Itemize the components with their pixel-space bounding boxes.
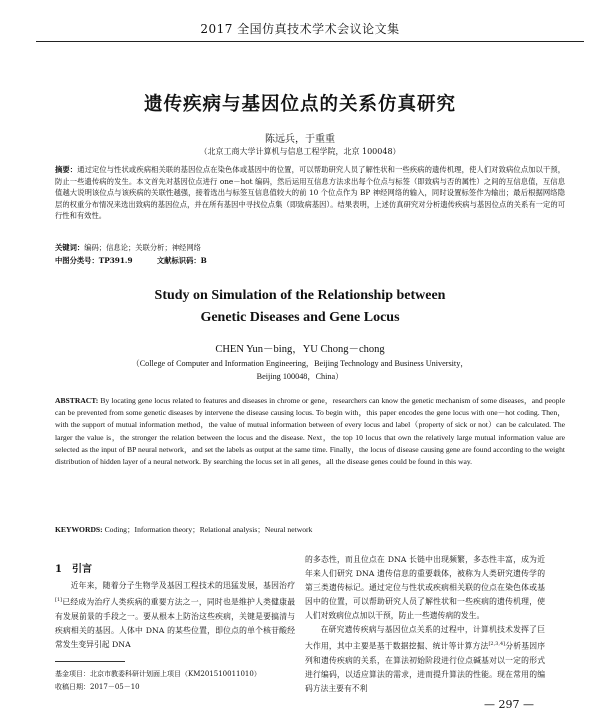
left-para-a: 近年来，随着分子生物学及基因工程技术的迅猛发展，基因治疗	[70, 581, 295, 590]
footnote-received: 收稿日期：2017－05－10	[55, 683, 140, 691]
cn-abstract	[55, 164, 565, 222]
en-affiliation	[0, 358, 600, 383]
clc-value: TP391.9	[98, 256, 133, 265]
left-para-b: 已经成为治疗人类疾病的重要方法之一，同时也是维护人类健康最有发展前景的手段之一。要从根本上防治这些疾病，关键是要搞清与疾病相关的基因。人体中 DNA 的某些位置，即位点的单个核苷酸经常发生变异引起 DNA	[55, 597, 295, 649]
cn-keywords-label: 关键词：	[55, 243, 85, 252]
citation: [2,3,4]	[488, 641, 506, 647]
body-paragraph	[55, 579, 295, 652]
cn-title: 遗传疾病与基因位点的关系仿真研究	[143, 94, 456, 115]
en-title-line2: Genetic Diseases and Gene Locus	[200, 310, 400, 325]
cn-keywords	[55, 243, 201, 253]
running-head: 2017 全国仿真技术学术会议论文集	[200, 22, 400, 36]
en-title-line1: Study on Simulation of the Relationship between	[154, 288, 446, 303]
clc-label: 中图分类号：	[55, 256, 99, 265]
body-paragraph: 的多态性，而且位点在 DNA 长链中出现频繁，多态性丰富，成为近年来人们研究 DNA 遗传信息的重要载体，被称为人类研究遗传学的第三类遗传标记。通过定位与性状或疾病相关联的位点在染色体或基因中的位置，可以帮助研究人员了解性状和一些疾病的遗传机理，使人们对致病位点加以干预，防止一些遗传病的发生。	[305, 555, 545, 620]
en-abstract	[55, 395, 565, 468]
cn-abstract-label: 摘要：	[55, 165, 78, 174]
body-column-right	[305, 553, 545, 696]
page-number: — 297 —	[484, 698, 534, 711]
doc-code-label: 文献标识码：	[156, 256, 201, 265]
footnote-fund: 基金项目：北京市教委科研计划面上项目（KM201510011010）	[55, 670, 261, 678]
right-para2-b: 分析基因序列和遗传疾病的关系，在算法初始阶段进行位点碱基对以一定的形式进行编码，以适应算法的需求，进而提升算法的性能。现在常用的编码方法主要有不利	[305, 641, 545, 693]
right-para2-a: 在研究遗传疾病与基因位点关系的过程中，计算机技术发挥了巨大作用，其中主要是基于数据挖掘、统计等计算方法	[305, 625, 545, 651]
en-keywords	[55, 524, 312, 535]
en-title	[0, 285, 600, 329]
en-abstract-label: ABSTRACT:	[55, 396, 99, 405]
cn-authors: 陈远兵，于重重	[265, 134, 335, 145]
doc-code-entry	[157, 256, 207, 265]
body-column-left	[55, 579, 295, 652]
section-heading: 1 引言	[55, 564, 92, 575]
cn-abstract-text: 通过定位与性状或疾病相关联的基因位点在染色体或基因中的位置，可以帮助研究人员了解性状和一些疾病的遗传机理，使人们对致病位点加以干预，防止一些遗传病的发生。本文首先对基因位点进行 one－hot 编码，然后运用互信息方法求出每个位点与标签（即致病与否的属性）之间的互信息值，互信息值越大说明该位点与该疾病的关联性越强，接着选出与标签互信息值较大的前 10 个位点作为 BP 神经网络的输入，同时设置标签作为输出；最后根据网络隐层的权重分布情况来选出致病的基因位点，并在所有基因中寻找位点集（即致病基因）。结果表明，上述仿真研究对分析遗传疾病与基因位点的关系有一定的可行性和有效性。	[55, 165, 566, 221]
en-affiliation-line1: （College of Computer and Information Engineering，Beijing Technology and Business University，	[131, 359, 469, 368]
footnote-rule	[55, 661, 125, 662]
doc-code-value: B	[200, 256, 207, 265]
en-authors: CHEN Yun－bing，YU Chong－chong	[215, 344, 385, 355]
cn-affiliation: （北京工商大学计算机与信息工程学院，北京 100048）	[199, 147, 401, 156]
citation: [1]	[55, 597, 63, 603]
en-abstract-text: By locating gene locus related to features and diseases in chrome or gene，researchers can know the genetic mechanism of some diseases，and people can be prevented from some genetic diseases by intervene the disease causing locus. To begin with，this paper encodes the gene locus with one－hot coding. Then，with the support of mutual information method，the value of mutual information between of every locus and label（property of sick or not）can be calculated. The larger the value is，the stronger the relation between the locus and the disease. Next，the top 10 locus that own the relatively large mutual information value are selected as the input of BP neural network，and set the labels as output at the same time. Finally，the locus of disease causing gene are found according to the weight distribution of hidden layer of a neural network. By searching the locus set in all genes，all the disease genes could be found in this way.	[55, 396, 565, 467]
header-rule	[36, 41, 584, 42]
body-paragraph	[305, 623, 545, 696]
cn-classification	[55, 256, 229, 266]
footnote	[55, 668, 295, 694]
cn-keywords-text: 编码；信息论；关联分析；神经网络	[84, 243, 201, 252]
clc-entry	[55, 256, 133, 265]
en-affiliation-line2: Beijing 100048，China）	[256, 371, 344, 381]
en-keywords-text: Coding；Information theory；Relational analysis；Neural network	[104, 525, 313, 534]
en-keywords-label: KEYWORDS:	[55, 525, 103, 534]
